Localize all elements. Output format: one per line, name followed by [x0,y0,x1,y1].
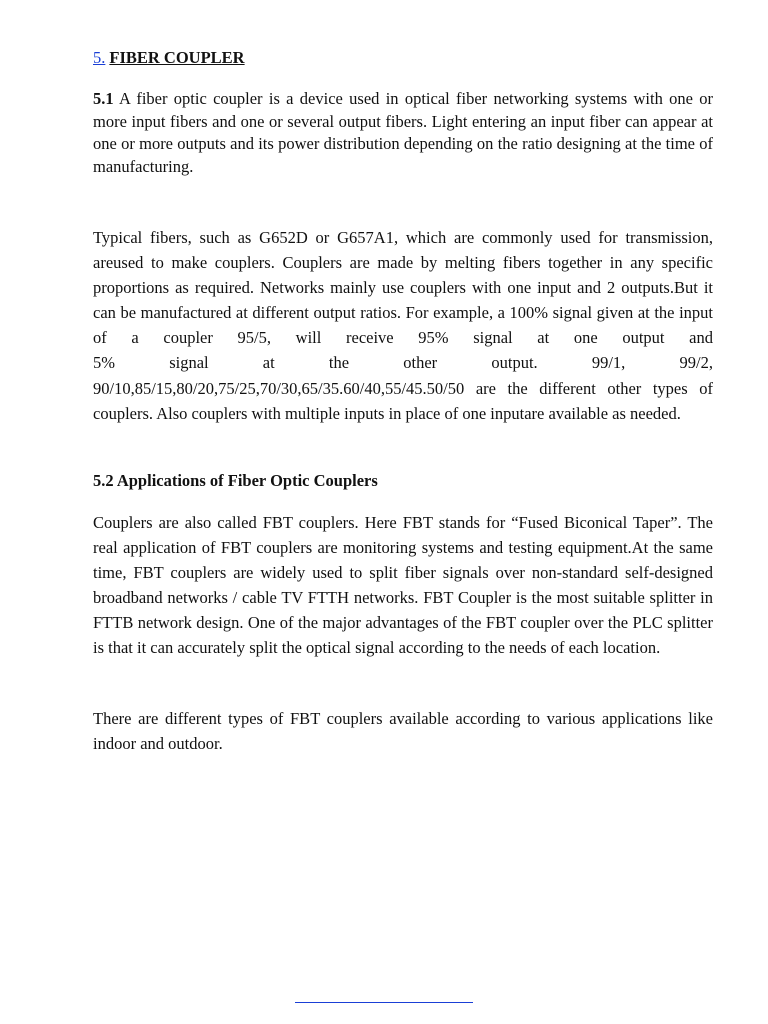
spread-line [93,350,713,375]
section-heading [93,47,245,69]
spread-word: at [262,353,275,373]
paragraph-text-continued: 90/10,85/15,80/20,75/25,70/30,65/35.60/40,55/45.50/50 are the different other types of couplers. Also couplers with multiple inputs in place of one inputare available as needed. [93,378,713,423]
spread-word: signal [169,353,209,373]
spread-word: other [403,353,438,373]
paragraph-fbt-couplers: Couplers are also called FBT couplers. Here FBT stands for “Fused Biconical Taper”. The real application of FBT couplers are monitoring systems and testing equipment.At the same time, FBT couplers are widely used to split fiber signals over non-standard self-designed broadband networks / cable TV FTTH networks. FBT Coupler is the most suitable splitter in FTTB network design. One of the major advantages of the FBT coupler over the PLC splitter is that it can accurately split the optical signal according to the needs of each location. [93,513,713,658]
section-number-link[interactable]: 5. [93,48,106,67]
subsection-heading: 5.2 Applications of Fiber Optic Couplers [93,471,378,490]
paragraph-typical-fibers [93,225,713,426]
paragraph-lead-number: 5.1 [93,89,114,108]
spread-word: 99/1, [591,353,626,373]
section-title: FIBER COUPLER [109,48,245,67]
paragraph-text: A fiber optic coupler is a device used in optical fiber networking systems with one or more input fibers and one or several output fibers. Light entering an input fiber can appear at one or more outputs and its power distribution depending on the ratio designing at the time of manufacturing. [93,89,713,176]
spread-word: output. [491,353,538,373]
paragraph-5-1 [93,88,713,178]
footer-divider [295,1002,473,1003]
spread-word: 99/2, [679,353,713,373]
spread-word: 5% [93,353,115,373]
paragraph-fbt-types: There are different types of FBT couplers available according to various applications like indoor and outdoor. [93,709,713,754]
paragraph-text: Typical fibers, such as G652D or G657A1, which are commonly used for transmission, areused to make couplers. Couplers are made by melting fibers together in any specific proportions as required. Networks mainly use couplers with one input and 2 outputs.But it can be manufactured at different output ratios. For example, a 100% signal given at the input of a coupler 95/5, will receive 95% signal at one output and [93,228,713,348]
spread-word: the [328,353,350,373]
